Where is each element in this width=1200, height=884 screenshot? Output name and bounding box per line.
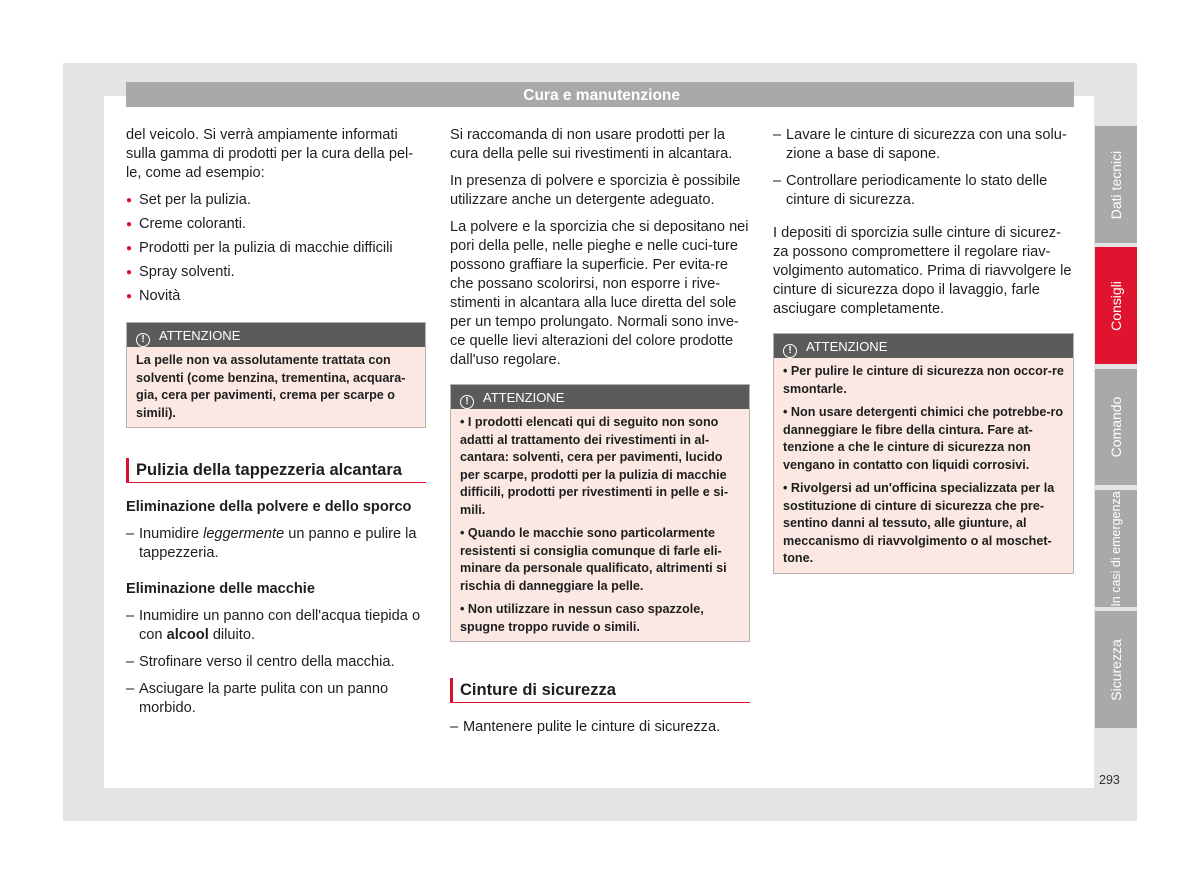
- warning-title: ATTENZIONE: [159, 328, 241, 343]
- dash-mark: –: [126, 526, 135, 542]
- warning-text: La pelle non va assolutamente trattata con solventi (come benzina, trementina, acquara-gia, cera per pavimenti, crema per scarpe o simili).: [136, 353, 406, 420]
- dash-mark: –: [773, 127, 782, 143]
- warning-item: • Per pulire le cinture di sicurezza non occor-re smontarle.: [783, 364, 1064, 396]
- dash-text: Controllare periodicamente lo stato delle cinture di sicurezza.: [786, 173, 1048, 208]
- dash-mark: –: [126, 608, 135, 624]
- page-header: Cura e manutenzione: [126, 82, 1074, 107]
- section-title-seatbelts: Cinture di sicurezza: [450, 678, 750, 703]
- dash-text-post: un panno e pulire la tappezzeria.: [139, 526, 417, 561]
- product-list: [126, 191, 426, 306]
- tab-sicurezza[interactable]: [1095, 611, 1137, 728]
- list-item: ● Prodotti per la pulizia di macchie difficili: [126, 239, 426, 258]
- warning-item: • Rivolgersi ad un'officina specializzata per la sostituzione di cinture di sicurezza che pre-sentino danni al tessuto, alle giunture, al meccanismo di riavvolgimento o al moschet-tone.: [783, 481, 1055, 565]
- dash-text: Strofinare verso il centro della macchia.: [139, 654, 395, 670]
- tab-label: Comando: [1108, 396, 1124, 458]
- paragraph: In presenza di polvere e sporcizia è possibile utilizzare anche un detergente adeguato.: [450, 173, 741, 208]
- dash-text-pre: Inumidire: [139, 526, 204, 542]
- dash-item: [126, 680, 426, 718]
- emphasis-text: leggermente: [203, 526, 285, 542]
- column-1: [126, 126, 426, 726]
- warning-header: [774, 334, 1073, 358]
- dash-mark: –: [450, 719, 459, 735]
- dash-item: [126, 525, 426, 563]
- warning-item: • I prodotti elencati qui di seguito non sono adatti al trattamento dei rivestimenti in al-cantara: solventi, cera per pavimenti, lucido per scarpe, prodotti per la pulizia di macchie difficili, prodotti per rivestimenti in pelle e si-mili.: [460, 415, 729, 517]
- dash-item: [126, 607, 426, 645]
- warning-icon: !: [136, 333, 150, 347]
- tab-label: In casi di emergenza: [1109, 490, 1123, 607]
- section-title-alcantara: Pulizia della tappezzeria alcantara: [126, 458, 426, 483]
- dash-text: Asciugare la parte pulita con un panno morbido.: [139, 681, 389, 716]
- tab-label: Sicurezza: [1108, 638, 1124, 701]
- dash-item: [773, 126, 1074, 164]
- warning-body: [451, 409, 749, 641]
- column-2: [450, 126, 750, 745]
- subheading-dust: Eliminazione della polvere e dello sporco: [126, 499, 412, 515]
- column-3: [773, 126, 1074, 582]
- subheading-stains: Eliminazione delle macchie: [126, 581, 315, 597]
- warning-title: ATTENZIONE: [483, 390, 565, 405]
- dash-mark: –: [126, 681, 135, 697]
- page-number: 293: [1099, 773, 1120, 787]
- warning-item: • Non usare detergenti chimici che potrebbe-ro danneggiare le fibre della cintura. Fare at-tenzione a che le cinture di sicurezza non vengano in contatto con liquidi corrosivi.: [783, 405, 1064, 472]
- list-item: ● Spray solventi.: [126, 263, 426, 282]
- dash-text: Lavare le cinture di sicurezza con una solu-zione a base di sapone.: [786, 127, 1067, 162]
- tab-label: Dati tecnici: [1108, 150, 1124, 219]
- warning-body: [774, 358, 1073, 573]
- tab-label: Consigli: [1108, 280, 1124, 331]
- dash-mark: –: [773, 173, 782, 189]
- warning-item: • Quando le macchie sono particolarmente resistenti si consiglia comunque di farle eli-minare da personale qualificato, altrimenti si rischia di danneggiare la pelle.: [460, 526, 727, 593]
- warning-title: ATTENZIONE: [806, 339, 888, 354]
- warning-item: • Non utilizzare in nessun caso spazzole, spugne troppo ruvide o simili.: [460, 602, 704, 634]
- paragraph: La polvere e la sporcizia che si depositano nei pori della pelle, nelle pieghe e nelle cuci-ture possono graffiare la superficie. Per evita-re che possano scolorirsi, non esporre i rive-stimenti in alcantara alla luce diretta del sole per un tempo prolungato. Normali sono inve-ce quelle lievi alterazioni del colore prodotte dall'uso regolare.: [450, 219, 749, 368]
- dash-text-pre: Inumidire un panno con dell'acqua tiepida o con: [139, 608, 421, 643]
- warning-box-leather: [126, 322, 426, 428]
- list-item: ● Set per la pulizia.: [126, 191, 426, 210]
- dash-text: Mantenere pulite le cinture di sicurezza.: [463, 719, 721, 735]
- warning-icon: !: [783, 344, 797, 358]
- paragraph: I depositi di sporcizia sulle cinture di sicurez-za possono compromettere il regolare riav-volgimento automatico. Prima di riavvolgere le cinture di sicurezza dopo il lavaggio, farle asciugare completamente.: [773, 225, 1072, 317]
- dash-item: [126, 653, 426, 672]
- tab-comando[interactable]: [1095, 369, 1137, 485]
- warning-box-seatbelts: [773, 333, 1074, 574]
- dash-item: [450, 718, 750, 737]
- warning-icon: !: [460, 395, 474, 409]
- dash-mark: –: [126, 654, 135, 670]
- tab-dati-tecnici[interactable]: [1095, 126, 1137, 243]
- warning-box-alcantara: [450, 384, 750, 642]
- tab-in-casi-di-emergenza[interactable]: [1095, 490, 1137, 607]
- warning-header: [127, 323, 425, 347]
- bold-text: alcool: [166, 627, 209, 643]
- tab-consigli[interactable]: [1095, 247, 1137, 364]
- warning-header: [451, 385, 749, 409]
- paragraph: Si raccomanda di non usare prodotti per la cura della pelle sui rivestimenti in alcantara.: [450, 127, 733, 162]
- dash-text-post: diluito.: [208, 627, 256, 643]
- dash-item: [773, 172, 1074, 210]
- list-item: ● Creme coloranti.: [126, 215, 426, 234]
- intro-paragraph: del veicolo. Si verrà ampiamente informati sulla gamma di prodotti per la cura della pel-le, come ad esempio:: [126, 127, 414, 181]
- list-item: ● Novità: [126, 287, 426, 306]
- warning-body: [127, 347, 425, 427]
